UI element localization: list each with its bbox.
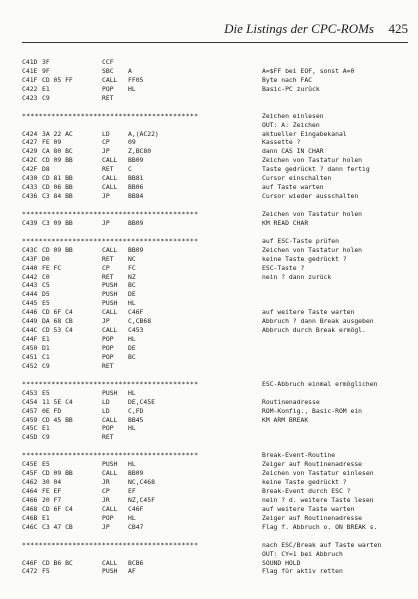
comment: Zeichen von Tastatur einlesen <box>262 469 374 478</box>
code-line <box>22 317 412 326</box>
address: C44C <box>22 326 38 335</box>
mnemonic: POP <box>102 344 114 352</box>
comment: KM ARM BREAK <box>262 415 309 424</box>
code-line <box>22 496 412 505</box>
address: C43C <box>22 245 38 254</box>
operand: HL <box>128 84 136 93</box>
code-line <box>22 407 412 416</box>
hex-bytes: DA 68 CB <box>42 317 73 326</box>
mnemonic: POP <box>102 352 114 361</box>
hex-bytes: CD 06 BB <box>42 183 73 192</box>
operand: DE <box>128 344 136 352</box>
operand: NZ,C45F <box>128 495 155 504</box>
separator-stars: ****************************************** <box>22 111 199 120</box>
hex-bytes: E5 <box>42 388 50 397</box>
code-line <box>22 147 412 156</box>
operand: A,(AC22) <box>128 129 159 138</box>
address: C45D <box>22 433 38 442</box>
separator-stars: ****************************************** <box>22 451 199 460</box>
mnemonic: CALL <box>102 245 118 254</box>
separator-stars: ****************************************** <box>22 209 199 218</box>
hex-bytes: C9 <box>42 361 50 370</box>
mnemonic: JP <box>102 192 110 201</box>
comment: aktueller Eingabekanal <box>262 129 347 138</box>
address: C442 <box>22 272 38 281</box>
code-line <box>22 290 412 299</box>
operand: AF <box>128 567 136 576</box>
section-subheading-line <box>22 550 412 559</box>
hex-bytes: CD B6 BC <box>42 558 73 567</box>
code-line <box>22 183 412 192</box>
address: C430 <box>22 174 38 183</box>
mnemonic: JP <box>102 218 110 227</box>
mnemonic: PUSH <box>102 567 118 576</box>
address: C464 <box>22 487 38 495</box>
code-line <box>22 469 412 478</box>
address: C41F <box>22 75 38 84</box>
code-line <box>22 308 412 317</box>
hex-bytes: FE EF <box>42 487 62 495</box>
mnemonic: POP <box>102 84 114 93</box>
address: C449 <box>22 317 38 326</box>
comment: KM READ CHAR <box>262 218 309 227</box>
code-line <box>22 174 412 183</box>
code-line <box>22 335 412 344</box>
mnemonic: CALL <box>102 308 118 317</box>
hex-bytes: E1 <box>42 513 50 522</box>
mnemonic: JP <box>102 147 110 156</box>
comment: Kassette ? <box>262 138 301 147</box>
operand: C453 <box>128 326 144 335</box>
operand: 09 <box>128 138 136 147</box>
operand: FC <box>128 263 136 272</box>
operand: BCB6 <box>128 558 144 567</box>
section-header-line <box>22 112 412 121</box>
operand: HL <box>128 460 136 469</box>
section-heading: ESC-Abbruch einmal ermöglichen <box>262 379 378 388</box>
hex-bytes: CD 53 C4 <box>42 326 73 335</box>
address: C46B <box>22 513 38 522</box>
comment: auf weitere Taste warten <box>262 504 355 513</box>
code-line <box>22 273 412 282</box>
section-header-line <box>22 210 412 219</box>
address: C468 <box>22 504 38 513</box>
comment: Flag für aktiv retten <box>262 567 343 576</box>
hex-bytes: CD 81 BB <box>42 174 73 183</box>
mnemonic: JR <box>102 478 110 487</box>
code-line <box>22 523 412 532</box>
page-header <box>22 20 408 43</box>
operand: A <box>128 66 132 75</box>
address: C42C <box>22 156 38 165</box>
mnemonic: CCF <box>102 58 114 66</box>
mnemonic: CP <box>102 263 110 272</box>
mnemonic: LD <box>102 129 110 138</box>
code-line <box>22 567 412 576</box>
address: C444 <box>22 290 38 299</box>
hex-bytes: C0 <box>42 272 50 281</box>
comment: Byte nach FAC <box>262 75 313 84</box>
comment: keine Taste gedrückt ? <box>262 254 347 263</box>
comment: Routinenadresse <box>262 397 320 406</box>
code-line <box>22 138 412 147</box>
separator-stars: ****************************************** <box>22 540 199 549</box>
code-line <box>22 264 412 273</box>
comment: Cursor wieder ausschalten <box>262 192 359 201</box>
mnemonic: RET <box>102 254 114 263</box>
code-line <box>22 353 412 362</box>
address: C445 <box>22 299 38 308</box>
operand: BB09 <box>128 245 144 254</box>
comment: Zeiger auf Routinenadresse <box>262 460 363 469</box>
address: C427 <box>22 138 38 147</box>
hex-bytes: 9F <box>42 66 50 75</box>
mnemonic: POP <box>102 335 114 344</box>
address: C41E <box>22 66 38 75</box>
mnemonic: PUSH <box>102 388 118 397</box>
mnemonic: JP <box>102 317 110 326</box>
code-line <box>22 156 412 165</box>
hex-bytes: C3 47 CB <box>42 522 73 531</box>
comment: dann CAS IN CHAR <box>262 147 324 156</box>
mnemonic: CALL <box>102 469 118 478</box>
operand: C46F <box>128 308 144 317</box>
mnemonic: CALL <box>102 156 118 165</box>
mnemonic: RET <box>102 165 114 174</box>
block-gap <box>22 532 412 541</box>
hex-bytes: E1 <box>42 84 50 93</box>
code-line <box>22 58 412 67</box>
section-header-line <box>22 541 412 550</box>
address: C41D <box>22 58 38 66</box>
code-line <box>22 94 412 103</box>
operand: BB81 <box>128 174 144 183</box>
mnemonic: LD <box>102 406 110 415</box>
mnemonic: CALL <box>102 558 118 567</box>
hex-bytes: CD 6F C4 <box>42 504 73 513</box>
block-gap <box>22 201 412 210</box>
hex-bytes: C9 <box>42 433 50 442</box>
operand: BC <box>128 352 136 361</box>
operand: BC <box>128 281 136 290</box>
comment: nein ? d. weitere Taste lesen <box>262 495 374 504</box>
page-number: 425 <box>388 21 408 36</box>
mnemonic: POP <box>102 513 114 522</box>
hex-bytes: E1 <box>42 335 50 344</box>
operand: C,FD <box>128 406 144 415</box>
address: C436 <box>22 192 38 201</box>
address: C424 <box>22 129 38 138</box>
hex-bytes: C5 <box>42 281 50 290</box>
code-line <box>22 478 412 487</box>
address: C45E <box>22 460 38 469</box>
hex-bytes: C9 <box>42 93 50 102</box>
comment: A=$FF bei EOF, sonst A=0 <box>262 66 355 75</box>
code-line <box>22 76 412 85</box>
hex-bytes: CA 80 BC <box>42 147 73 156</box>
mnemonic: JP <box>102 522 110 531</box>
address: C446 <box>22 308 38 317</box>
mnemonic: CP <box>102 487 110 495</box>
comment: auf Taste warten <box>262 183 324 192</box>
address: C422 <box>22 84 38 93</box>
address: C45F <box>22 469 38 478</box>
operand: BB09 <box>128 156 144 165</box>
address: C453 <box>22 388 38 397</box>
operand: HL <box>128 513 136 522</box>
block-gap <box>22 371 412 380</box>
address: C466 <box>22 495 38 504</box>
hex-bytes: E1 <box>42 424 50 433</box>
hex-bytes: C1 <box>42 352 50 361</box>
operand: FF05 <box>128 75 144 84</box>
section-subheading: OUT: CY=1 bei Abbruch <box>262 549 343 558</box>
hex-bytes: 3A 22 AC <box>42 129 73 138</box>
hex-bytes: D1 <box>42 344 50 352</box>
code-line <box>22 424 412 433</box>
hex-bytes: D8 <box>42 165 50 174</box>
code-line <box>22 416 412 425</box>
comment: nein ? dann zurück <box>262 272 332 281</box>
section-subheading: OUT: A: Zeichen <box>262 120 320 129</box>
address: C440 <box>22 263 38 272</box>
address: C439 <box>22 218 38 227</box>
mnemonic: RET <box>102 433 114 442</box>
hex-bytes: C3 09 BB <box>42 218 73 227</box>
code-line <box>22 281 412 290</box>
code-line <box>22 130 412 139</box>
comment: Cursor einschalten <box>262 174 332 183</box>
mnemonic: CP <box>102 138 110 147</box>
hex-bytes: CD 09 BB <box>42 245 73 254</box>
code-line <box>22 398 412 407</box>
mnemonic: POP <box>102 424 114 433</box>
code-line <box>22 67 412 76</box>
hex-bytes: CD 6F C4 <box>42 308 73 317</box>
operand: NC,C468 <box>128 478 155 487</box>
comment: Abbruch durch Break ermögl. <box>262 326 366 335</box>
hex-bytes: 30 04 <box>42 478 62 487</box>
operand: C46F <box>128 504 144 513</box>
comment: Abbruch ? dann Break ausgeben <box>262 317 374 326</box>
operand: EF <box>128 487 136 495</box>
hex-bytes: 11 5E C4 <box>42 397 73 406</box>
operand: CB47 <box>128 522 144 531</box>
comment: Zeichen von Tastatur holen <box>262 245 363 254</box>
comment: Taste gedrückt ? dann fertig <box>262 165 370 174</box>
mnemonic: CALL <box>102 174 118 183</box>
operand: HL <box>128 335 136 344</box>
section-heading: nach ESC/Break auf Taste warten <box>262 540 382 549</box>
mnemonic: CALL <box>102 183 118 192</box>
address: C45C <box>22 424 38 433</box>
comment: auf weitere Taste warten <box>262 308 355 317</box>
block-gap <box>22 442 412 451</box>
code-line <box>22 246 412 255</box>
code-line <box>22 192 412 201</box>
hex-bytes: CD 05 FF <box>42 75 73 84</box>
separator-stars: ****************************************** <box>22 379 199 388</box>
operand: DE,C45E <box>128 397 155 406</box>
address: C450 <box>22 344 38 352</box>
mnemonic: CALL <box>102 326 118 335</box>
address: C44F <box>22 335 38 344</box>
code-line <box>22 559 412 568</box>
operand: HL <box>128 424 136 433</box>
hex-bytes: E5 <box>42 460 50 469</box>
address: C451 <box>22 352 38 361</box>
mnemonic: CALL <box>102 415 118 424</box>
code-line <box>22 344 412 353</box>
section-header-line <box>22 237 412 246</box>
address: C46C <box>22 522 38 531</box>
address: C457 <box>22 406 38 415</box>
code-line <box>22 514 412 523</box>
address: C452 <box>22 361 38 370</box>
comment: ESC-Taste ? <box>262 263 305 272</box>
mnemonic: RET <box>102 272 114 281</box>
operand: BB09 <box>128 469 144 478</box>
operand: BB06 <box>128 183 144 192</box>
code-line <box>22 85 412 94</box>
chapter-title: Die Listings der CPC-ROMs <box>224 21 374 36</box>
comment: Zeichen von Tastatur holen <box>262 156 363 165</box>
code-line <box>22 255 412 264</box>
hex-bytes: CD 45 BB <box>42 415 73 424</box>
operand: BB45 <box>128 415 144 424</box>
operand: HL <box>128 299 136 308</box>
operand: BB84 <box>128 192 144 201</box>
comment: keine Taste gedrückt ? <box>262 478 347 487</box>
assembly-listing <box>22 58 412 576</box>
hex-bytes: D0 <box>42 254 50 263</box>
code-line <box>22 460 412 469</box>
mnemonic: JR <box>102 495 110 504</box>
code-line <box>22 165 412 174</box>
comment: Flag f. Abbruch o. ON BREAK s. <box>262 522 378 531</box>
operand: NZ <box>128 272 136 281</box>
operand: BB09 <box>128 218 144 227</box>
comment: ROM-Konfig., Basic-ROM ein <box>262 406 363 415</box>
address: C472 <box>22 567 38 576</box>
hex-bytes: D5 <box>42 290 50 299</box>
comment: Break-Event durch ESC ? <box>262 487 351 495</box>
code-line <box>22 299 412 308</box>
code-line <box>22 505 412 514</box>
address: C462 <box>22 478 38 487</box>
mnemonic: CALL <box>102 504 118 513</box>
hex-bytes: E5 <box>42 299 50 308</box>
section-subheading-line <box>22 121 412 130</box>
code-line <box>22 219 412 228</box>
mnemonic: PUSH <box>102 290 118 299</box>
address: C43F <box>22 254 38 263</box>
operand: C <box>128 165 132 174</box>
hex-bytes: FE 09 <box>42 138 62 147</box>
separator-stars: ****************************************** <box>22 236 199 245</box>
code-line <box>22 362 412 371</box>
code-line <box>22 389 412 398</box>
comment: Basic-PC zurück <box>262 84 320 93</box>
section-header-line <box>22 380 412 389</box>
code-line <box>22 487 412 496</box>
block-gap <box>22 103 412 112</box>
mnemonic: PUSH <box>102 281 118 290</box>
mnemonic: CALL <box>102 75 118 84</box>
mnemonic: PUSH <box>102 460 118 469</box>
code-line <box>22 326 412 335</box>
operand: Z,BC80 <box>128 147 152 156</box>
operand: C,CB68 <box>128 317 152 326</box>
section-heading: Break-Event-Routine <box>262 451 336 460</box>
address: C433 <box>22 183 38 192</box>
address: C454 <box>22 397 38 406</box>
mnemonic: LD <box>102 397 110 406</box>
operand: NC <box>128 254 136 263</box>
address: C423 <box>22 93 38 102</box>
address: C443 <box>22 281 38 290</box>
comment: SOUND HOLD <box>262 558 301 567</box>
block-gap <box>22 228 412 237</box>
operand: HL <box>128 388 136 397</box>
hex-bytes: 0E FD <box>42 406 62 415</box>
address: C42F <box>22 165 38 174</box>
operand: DE <box>128 290 136 299</box>
mnemonic: PUSH <box>102 299 118 308</box>
address: C429 <box>22 147 38 156</box>
mnemonic: RET <box>102 361 114 370</box>
hex-bytes: C3 84 BB <box>42 192 73 201</box>
section-header-line <box>22 451 412 460</box>
section-heading: Zeichen einlesen <box>262 111 324 120</box>
address: C459 <box>22 415 38 424</box>
section-heading: Zeichen von Tastatur holen <box>262 209 363 218</box>
hex-bytes: CD 09 BB <box>42 469 73 478</box>
mnemonic: RET <box>102 93 114 102</box>
hex-bytes: 3F <box>42 58 50 66</box>
comment: Zeiger auf Routinenadresse <box>262 513 363 522</box>
hex-bytes: F5 <box>42 567 50 576</box>
hex-bytes: 20 F7 <box>42 495 62 504</box>
hex-bytes: FE FC <box>42 263 62 272</box>
address: C46F <box>22 558 38 567</box>
mnemonic: SBC <box>102 66 114 75</box>
code-line <box>22 433 412 442</box>
hex-bytes: CD 09 BB <box>42 156 73 165</box>
section-heading: auf ESC-Taste prüfen <box>262 236 339 245</box>
